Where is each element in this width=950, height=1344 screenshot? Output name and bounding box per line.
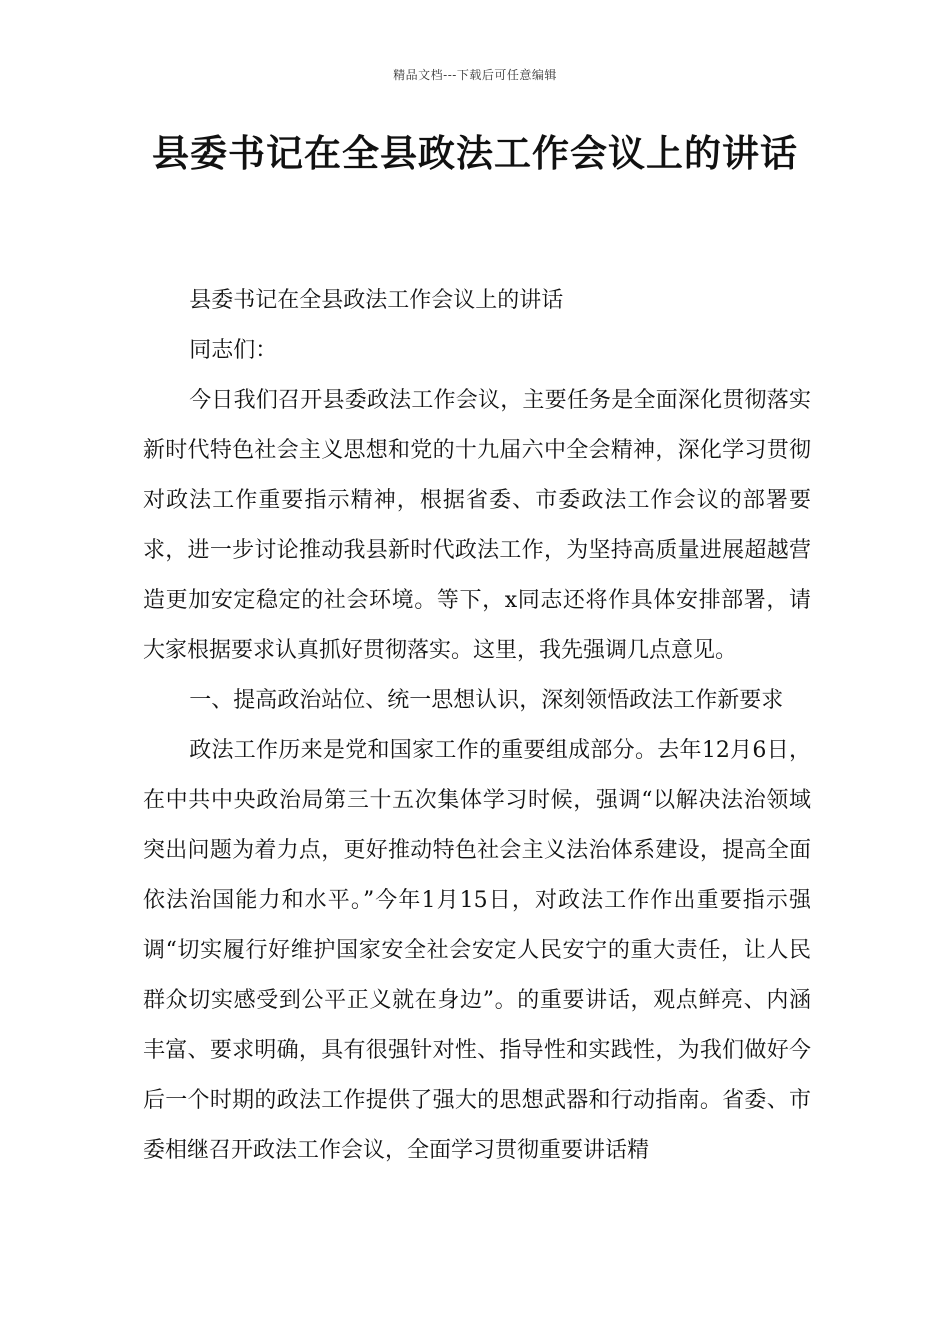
paragraph-subtitle: 县委书记在全县政法工作会议上的讲话 bbox=[189, 288, 564, 313]
section-heading-1: 一、提高政治站位、统一思想认识，深刻领悟政法工作新要求 bbox=[189, 688, 784, 713]
header-note: 精品文档---下载后可任意编辑 bbox=[393, 68, 557, 82]
document-title: 县委书记在全县政法工作会议上的讲话 bbox=[152, 132, 798, 175]
paragraph-salutation: 同志们： bbox=[189, 338, 278, 363]
paragraph-intro: 今日我们召开县委政法工作会议，主要任务是全面深化贯彻落实新时代特色社会主义思想和党的十九届六中全会精神，深化学习贯彻对政法工作重要指示精神，根据省委、市委政法工作会议的部署要求，进一步讨论推动我县新时代政法工作，为坚持高质量进展超越营造更加安定稳定的社会环境。等下，x同志还将作具体安排部署，请大家根据要求认真抓好贯彻落实。这里，我先强调几点意见。 bbox=[143, 388, 811, 663]
document-body bbox=[143, 276, 811, 1176]
paragraph-section-1: 政法工作历来是党和国家工作的重要组成部分。去年12月6日，在中共中央政治局第三十五次集体学习时候，强调“以解决法治领域突出问题为着力点，更好推动特色社会主义法治体系建设，提高全面依法治国能力和水平。”今年1月15日，对政法工作作出重要指示强调“切实履行好维护国家安全社会安定人民安宁的重大责任，让人民群众切实感受到公平正义就在身边”。的重要讲话，观点鲜亮、内涵丰富、要求明确，具有很强针对性、指导性和实践性，为我们做好今后一个时期的政法工作提供了强大的思想武器和行动指南。省委、市委相继召开政法工作会议，全面学习贯彻重要讲话精 bbox=[143, 738, 811, 1163]
